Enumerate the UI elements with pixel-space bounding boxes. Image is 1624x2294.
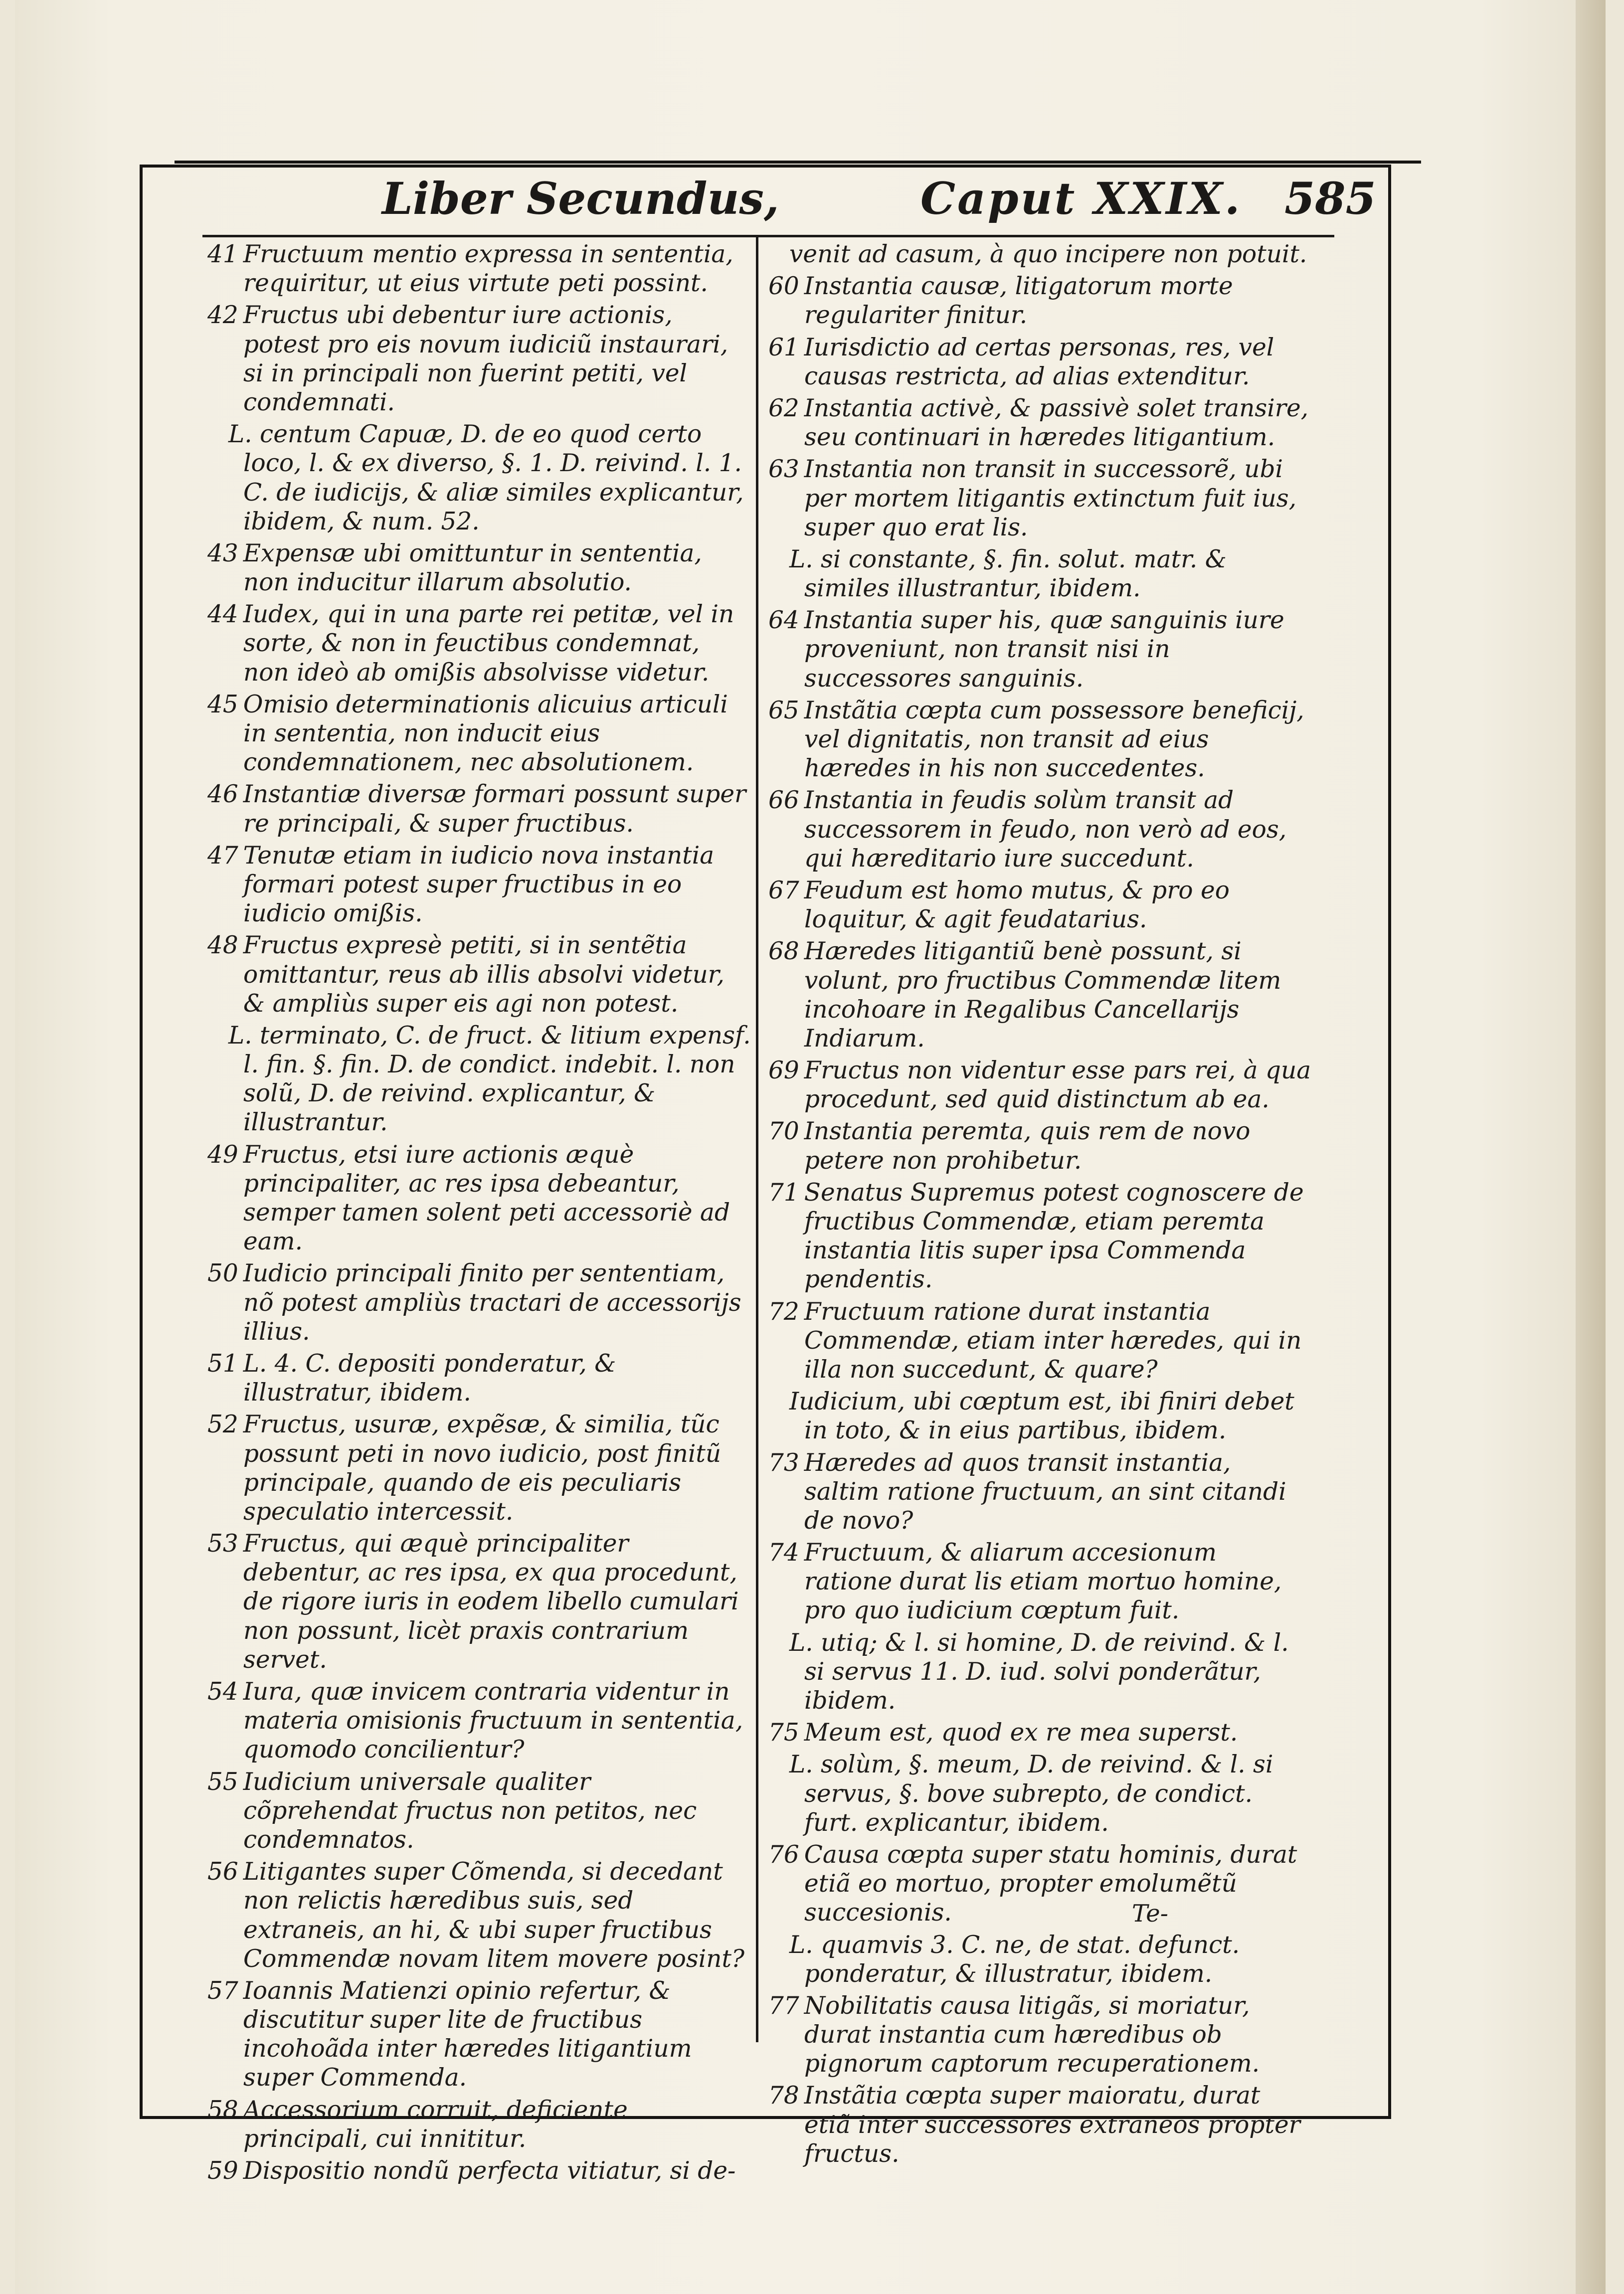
entry-number: 73	[768, 1448, 799, 1477]
entry-text: L. solùm, §. meum, D. de reivind. & l. si servus, §. bove subrepto, de condict. furt. explicantur, ibidem.	[789, 1751, 1273, 1837]
summary-entry	[768, 333, 1312, 391]
entry-number: 76	[768, 1840, 799, 1869]
summary-entry	[768, 1840, 1312, 1928]
entry-text: Instantia causæ, litigatorum morte regulariter finitur.	[804, 272, 1233, 330]
page-edge	[1576, 0, 1606, 2294]
entry-number: 57	[207, 1976, 238, 2005]
top-border-line	[175, 161, 1421, 164]
entry-text: Feudum est homo mutus, & pro eo loquitur, & agit feudatarius.	[804, 876, 1230, 934]
summary-entry	[207, 420, 751, 536]
entry-text: Iura, quæ invicem contraria videntur in materia omisionis fructuum in sententia, quomodo concilientur?	[243, 1678, 743, 1764]
entry-text: Litigantes super Cõmenda, si decedant non relictis hæredibus suis, sed extraneis, an hi, & ubi super fructibus Commendæ novam litem movere posint?	[243, 1858, 745, 1973]
entry-text: L. quamvis 3. C. ne, de stat. defunct. ponderatur, & illustratur, ibidem.	[789, 1931, 1240, 1988]
entry-text: Instantiæ diversæ formari possunt super re principali, & super fructibus.	[243, 780, 746, 838]
entry-text: Nobilitatis causa litigãs, si moriatur, durat instantia cum hæredibus ob pignorum captorum recuperationem.	[804, 1991, 1260, 2078]
entry-number: 77	[768, 1991, 799, 2020]
entry-number: 43	[207, 539, 238, 567]
running-header	[143, 168, 1388, 232]
entry-number: 55	[207, 1767, 238, 1796]
summary-entry	[207, 1140, 751, 1256]
entry-number: 60	[768, 272, 799, 301]
chapter-title: Caput XXIX.	[920, 173, 1242, 224]
entry-number: 41	[207, 240, 238, 268]
entry-text: Meum est, quod ex re mea superst.	[804, 1719, 1238, 1747]
entry-text: Iudicium universale qualiter cõprehendat fructus non petitos, nec condemnatos.	[243, 1767, 697, 1854]
summary-entry	[768, 455, 1312, 542]
entry-number: 67	[768, 876, 799, 904]
entry-text: L. terminato, C. de fruct. & litium expensf. l. fin. §. fin. D. de condict. indebit. l. non solũ, D. de reivind. explicantur, & illustrantur.	[228, 1021, 751, 1137]
summary-entry	[768, 1628, 1312, 1716]
summary-entry	[207, 690, 751, 777]
entry-text: Accessorium corruit, deficiente principali, cui innititur.	[243, 2096, 628, 2153]
summary-entry	[207, 539, 751, 597]
entry-text: Fructuum ratione durat instantia Commendæ, etiam inter hæredes, qui in illa non succedunt, & quare?	[804, 1297, 1302, 1384]
entry-text: Fructuum mentio expressa in sententia, requiritur, ut eius virtute peti possint.	[243, 240, 733, 298]
entry-text: Instantia peremta, quis rem de novo petere non prohibetur.	[804, 1117, 1251, 1175]
entry-text: Senatus Supremus potest cognoscere de fructibus Commendæ, etiam peremta instantia litis super ipsa Commenda pendentis.	[804, 1178, 1304, 1294]
entry-number: 64	[768, 606, 799, 635]
summary-entry	[207, 1410, 751, 1526]
entry-number: 69	[768, 1057, 799, 1085]
entry-number: 63	[768, 455, 799, 484]
entry-text: Iurisdictio ad certas personas, res, vel causas restricta, ad alias extenditur.	[804, 333, 1274, 390]
summary-entry	[207, 1857, 751, 1973]
book-title: Liber Secundus,	[382, 173, 779, 224]
summary-entry	[768, 272, 1312, 330]
entry-number: 70	[768, 1117, 799, 1146]
entry-text: L. 4. C. depositi ponderatur, & illustratur, ibidem.	[243, 1349, 616, 1407]
summary-entry	[207, 1767, 751, 1855]
entry-text: Fructus, etsi iure actionis æquè principaliter, ac res ipsa debeantur, semper tamen solent peti accessoriè ad eam.	[243, 1140, 730, 1256]
entry-text: Tenutæ etiam in iudicio nova instantia formari potest super fructibus in eo iudicio omißis.	[243, 841, 715, 928]
entry-number: 45	[207, 690, 238, 718]
entry-number: 62	[768, 394, 799, 422]
entry-number: 51	[207, 1349, 238, 1378]
summary-entry	[768, 1991, 1312, 2079]
entry-number: 50	[207, 1259, 238, 1288]
right-column	[768, 240, 1312, 2168]
entry-text: L. utiq; & l. si homine, D. de reivind. & l. si servus 11. D. iud. solvi ponderãtur, ibidem.	[789, 1628, 1289, 1715]
entry-number: 42	[207, 301, 238, 330]
page-number: 585	[1284, 173, 1376, 224]
summary-entry	[207, 2156, 751, 2185]
summary-entry	[768, 876, 1312, 934]
summary-entry	[207, 841, 751, 928]
entry-text: Instãtia cœpta super maioratu, durat etiã inter successores extraneos propter fructus.	[804, 2082, 1300, 2168]
entry-number: 44	[207, 600, 238, 629]
entry-number: 52	[207, 1411, 238, 1439]
summary-entry	[768, 545, 1312, 603]
entry-text: L. centum Capuæ, D. de eo quod certo loco, l. & ex diverso, §. 1. D. reivind. l. 1. C. de iudicijs, & aliæ similes explicantur, ibidem, & num. 52.	[228, 420, 744, 535]
entry-number: 47	[207, 841, 238, 870]
entry-text: Iudicio principali finito per sententiam, nõ potest ampliùs tractari de accessorijs illius.	[243, 1259, 741, 1346]
entry-number: 68	[768, 937, 799, 966]
summary-entry	[207, 1529, 751, 1674]
summary-entry	[207, 301, 751, 417]
summary-entry	[768, 1538, 1312, 1625]
catchword: Te-	[1132, 1900, 1168, 1928]
entry-number: 61	[768, 333, 799, 361]
entry-text: Iudicium, ubi cœptum est, ibi finiri debet in toto, & in eius partibus, ibidem.	[789, 1388, 1294, 1445]
entry-number: 46	[207, 780, 238, 809]
entry-text: Causa cœpta super statu hominis, durat etiã eo mortuo, propter emolumẽtũ succesionis.	[804, 1840, 1297, 1927]
header-rule	[202, 235, 1334, 237]
entry-text: Hæredes ad quos transit instantia, saltim ratione fructuum, an sint citandi de novo?	[804, 1448, 1286, 1535]
summary-entry	[768, 786, 1312, 873]
summary-entry	[207, 1021, 751, 1137]
entry-number: 48	[207, 931, 238, 960]
entry-number: 71	[768, 1178, 799, 1207]
entry-text: Fructuum, & aliarum accesionum ratione durat lis etiam mortuo homine, pro quo iudicium cœptum fuit.	[804, 1539, 1282, 1625]
entry-number: 72	[768, 1297, 799, 1326]
summary-entry	[207, 1677, 751, 1765]
summary-entry	[207, 600, 751, 687]
summary-entry	[768, 1718, 1312, 1747]
entry-text: Fructus, usuræ, expẽsæ, & similia, tũc possunt peti in novo iudicio, post finitũ principale, quando de eis peculiaris speculatio intercessit.	[243, 1411, 722, 1526]
summary-entry	[768, 1931, 1312, 1988]
summary-entry	[207, 1259, 751, 1346]
column-divider	[756, 237, 758, 2042]
entry-text: Expensæ ubi omittuntur in sententia, non inducitur illarum absolutio.	[243, 539, 702, 597]
entry-text: venit ad casum, à quo incipere non potuit.	[789, 240, 1307, 268]
summary-entry	[768, 696, 1312, 783]
entry-number: 59	[207, 2157, 238, 2185]
left-column	[207, 240, 751, 2185]
entry-number: 58	[207, 2096, 238, 2124]
entry-number: 56	[207, 1858, 238, 1886]
summary-entry	[768, 1178, 1312, 1294]
entry-number: 75	[768, 1719, 799, 1747]
entry-number: 65	[768, 696, 799, 724]
entry-text: Instantia super his, quæ sanguinis iure proveniunt, non transit nisi in successores sanguinis.	[804, 606, 1284, 693]
summary-entry	[768, 606, 1312, 693]
entry-text: Ioannis Matienzi opinio refertur, & discutitur super lite de fructibus incohoãda inter hæredes litigantium super Commenda.	[243, 1976, 692, 2092]
summary-entry	[207, 780, 751, 838]
entry-number: 74	[768, 1539, 799, 1567]
summary-entry	[768, 2081, 1312, 2168]
entry-text: Instantia activè, & passivè solet transire, seu continuari in hæredes litigantium.	[804, 394, 1309, 452]
entry-text: Instãtia cœpta cum possessore beneficij, vel dignitatis, non transit ad eius hæredes in his non succedentes.	[804, 696, 1304, 783]
entry-number: 78	[768, 2082, 799, 2110]
summary-entry	[768, 1448, 1312, 1536]
summary-entry	[768, 240, 1312, 269]
summary-entry	[207, 1349, 751, 1407]
entry-text: Fructus expresè petiti, si in sentẽtia omittantur, reus ab illis absolvi videtur, & ampliùs super eis agi non potest.	[243, 931, 724, 1018]
summary-entry	[768, 1297, 1312, 1385]
entry-number: 53	[207, 1530, 238, 1558]
entry-text: Fructus non videntur esse pars rei, à qua procedunt, sed quid distinctum ab ea.	[804, 1057, 1311, 1114]
summary-entry	[207, 240, 751, 298]
entry-text: Instantia in feudis solùm transit ad successorem in feudo, non verò ad eos, qui hæreditario iure succedunt.	[804, 786, 1287, 873]
summary-entry	[207, 2096, 751, 2153]
summary-entry	[768, 1117, 1312, 1175]
entry-number: 49	[207, 1140, 238, 1169]
entry-text: Dispositio nondũ perfecta vitiatur, si de-	[243, 2157, 736, 2185]
entry-number: 66	[768, 786, 799, 815]
summary-entry	[768, 937, 1312, 1053]
entry-text: Hæredes litigantiũ benè possunt, si volunt, pro fructibus Commendæ litem incohoare in Regalibus Cancellarijs Indiarum.	[804, 937, 1281, 1053]
entry-text: Fructus, qui æquè principaliter debentur, ac res ipsa, ex qua procedunt, de rigore iuris in eodem libello cumulari non possunt, licèt praxis contrarium servet.	[243, 1530, 739, 1674]
entry-text: Omisio determinationis alicuius articuli in sententia, non inducit eius condemnationem, nec absolutionem.	[243, 690, 728, 777]
summary-entry	[207, 931, 751, 1018]
entry-text: L. si constante, §. fin. solut. matr. & similes illustrantur, ibidem.	[789, 545, 1227, 603]
entry-text: Iudex, qui in una parte rei petitæ, vel in sorte, & non in feuctibus condemnat, non ideò ab omißis absolvisse videtur.	[243, 600, 734, 687]
summary-entry	[207, 1976, 751, 2093]
text-frame	[140, 165, 1391, 2185]
entry-text: Fructus ubi debentur iure actionis, potest pro eis novum iudiciũ instaurari, si in principali non fuerint petiti, vel condemnati.	[243, 301, 728, 416]
entry-text: Instantia non transit in successorẽ, ubi per mortem litigantis extinctum fuit ius, super quo erat lis.	[804, 455, 1297, 541]
entry-number: 54	[207, 1678, 238, 1706]
summary-entry	[768, 1750, 1312, 1837]
summary-entry	[768, 1056, 1312, 1114]
summary-entry	[768, 1387, 1312, 1445]
summary-entry	[768, 394, 1312, 452]
